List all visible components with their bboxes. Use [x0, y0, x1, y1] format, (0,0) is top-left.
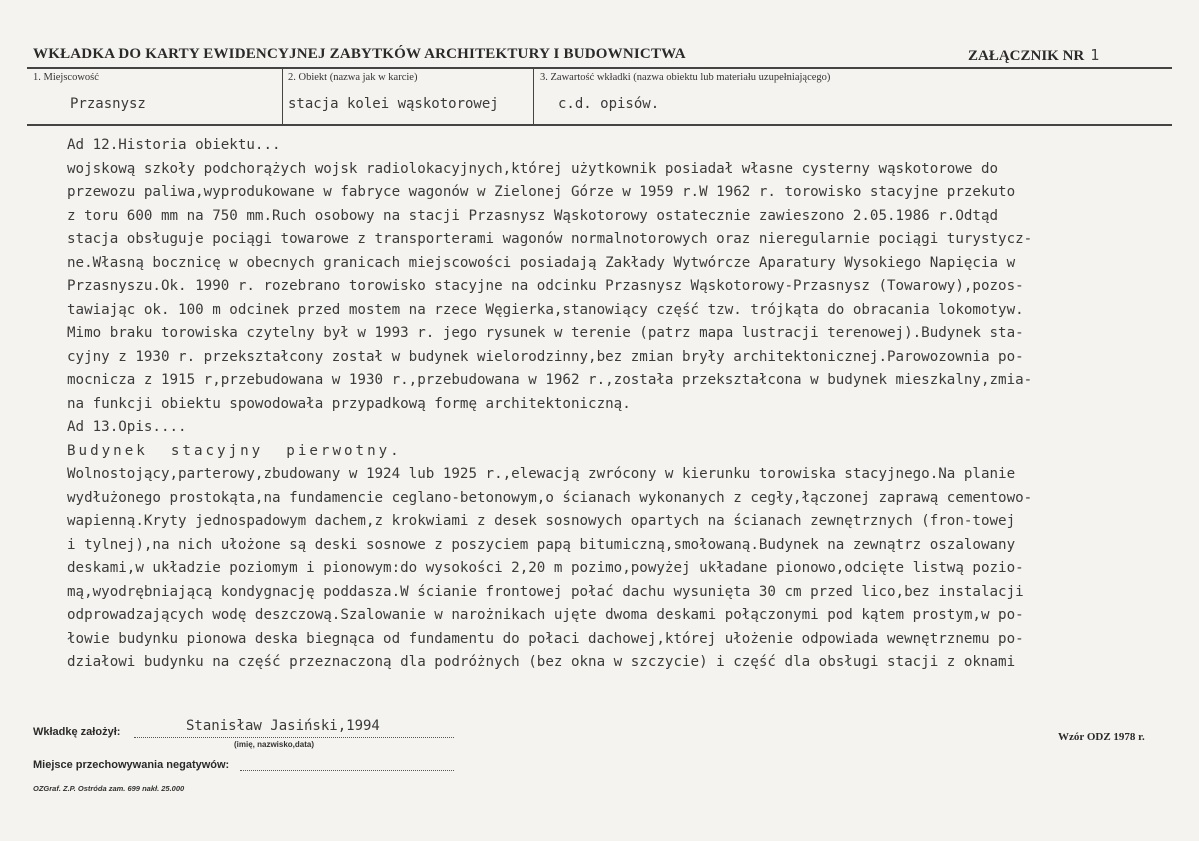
object-value: stacja kolei wąskotorowej	[288, 96, 499, 112]
text-line: tawiając ok. 100 m odcinek przed mostem na rzece Węgierka,stanowiący część tzw. trójkąta do obracania lokomotyw.	[67, 301, 1024, 318]
content-label: 3. Zawartość wkładki (nazwa obiektu lub materiału uzupełniającego)	[540, 72, 831, 83]
text-line: łowie budynku pionowa deska biegnąca od fundamentu do połaci dachowej,której ułożenie odpowiada wewnętrznemu po-	[67, 630, 1024, 647]
text-line: Mimo braku torowiska czytelny był w 1993 r. jego rysunek w terenie (patrz mapa lustracji terenowej).Budynek sta-	[67, 325, 1024, 341]
text-line: Ad 12.Historia obiektu...	[67, 137, 281, 153]
attachment-number-block	[968, 46, 1099, 65]
text-line: Wolnostojący,parterowy,zbudowany w 1924 lub 1925 r.,elewacją zwrócony w kierunku torowiska stacyjnego.Na planie	[67, 466, 1016, 482]
locality-label: 1. Miejscowość	[33, 72, 99, 83]
negative-storage-label: Miejsce przechowywania negatywów:	[33, 759, 230, 771]
typed-description	[67, 134, 1187, 675]
negative-storage-line	[240, 770, 454, 771]
content-value: c.d. opisów.	[558, 96, 660, 112]
prepared-by-value: Stanisław Jasiński,1994	[186, 718, 380, 734]
prepared-by-label: Wkładkę założył:	[33, 726, 121, 738]
text-line: Budynek stacyjny pierwotny.	[67, 442, 402, 459]
prepared-by-caption: (imię, nazwisko,data)	[234, 740, 315, 749]
locality-value: Przasnysz	[70, 96, 146, 112]
form-template-label: Wzór ODZ 1978 r.	[1058, 731, 1145, 743]
text-line: cyjny z 1930 r. przekształcony został w budynek wielorodzinny,bez zmian bryły architektonicznej.Parowozownia po-	[67, 348, 1024, 365]
text-line: mocnicza z 1915 r,przebudowana w 1930 r.,przebudowana w 1962 r.,została przekształcona w budynek mieszkalny,zmia-	[67, 372, 1033, 388]
attachment-number: 1	[1090, 46, 1100, 64]
prepared-by-line	[134, 737, 454, 738]
text-line: na funkcji obiektu spowodowała przypadkową formę architektoniczną.	[67, 395, 631, 412]
text-line: odprowadzających wodę deszczową.Szalowanie w narożnikach ujęte dwoma deskami połączonymi pod kątem prostym,w po-	[67, 607, 1024, 623]
text-line: działowi budynku na część przeznaczoną dla podróżnych (bez okna w szczycie) i część dla obsługi stacji z oknami	[67, 654, 1016, 670]
object-label: 2. Obiekt (nazwa jak w karcie)	[288, 72, 418, 83]
header-rule-top	[27, 67, 1172, 69]
printer-imprint: OZGraf. Z.P. Ostróda zam. 699 nakł. 25.000	[33, 784, 185, 793]
field-divider-2	[533, 67, 534, 125]
text-line: wapienną.Kryty jednospadowym dachem,z krokwiami z desek sosnowych opartych na ścianach zewnętrznych (fron-towej	[67, 513, 1016, 529]
text-line: deskami,w układzie poziomym i pionowym:do wysokości 2,20 m pozimo,powyżej układane pionowo,odcięte listwą pozio-	[67, 560, 1024, 576]
text-line: mą,wyodrębniającą kondygnację poddasza.W ścianie frontowej połać dachu wysunięta 30 cm przed lico,bez instalacji	[67, 583, 1024, 600]
header-rule-bottom	[27, 124, 1172, 126]
text-line: wydłużonego prostokąta,na fundamencie ceglano-betonowym,o ścianach wykonanych z cegły,łączonej zaprawą cementowo-	[67, 489, 1033, 506]
field-divider-1	[282, 67, 283, 125]
text-line: ne.Własną bocznicę w obecnych granicach miejscowości posiadają Zakłady Wytwórcze Aparatury Wysokiego Napięcia w	[67, 254, 1016, 271]
attachment-label: ZAŁĄCZNIK NR	[968, 48, 1085, 64]
text-line: i tylnej),na nich ułożone są deski sosnowe z poszyciem papą bitumiczną,smołowaną.Budynek na zewnątrz oszalowany	[67, 536, 1016, 553]
document-title: WKŁADKA DO KARTY EWIDENCYJNEJ ZABYTKÓW ARCHITEKTURY I BUDOWNICTWA	[33, 46, 686, 62]
text-line: Ad 13.Opis....	[67, 419, 187, 435]
text-line: wojskową szkoły podchorążych wojsk radiolokacyjnych,której użytkownik posiadał własne cysterny wąskotorowe do	[67, 160, 999, 177]
text-line: stacja obsługuje pociągi towarowe z transporterami wagonów normalnotorowych oraz nieregularnie pociągi turystycz-	[67, 231, 1033, 247]
text-line: przewozu paliwa,wyprodukowane w fabryce wagonów w Zielonej Górze w 1959 r.W 1962 r. torowisko stacyjne przekuto	[67, 184, 1016, 200]
text-line: z toru 600 mm na 750 mm.Ruch osobowy na stacji Przasnysz Wąskotorowy ostatecznie zawieszono 2.05.1986 r.Odtąd	[67, 207, 999, 224]
text-line: Przasnyszu.Ok. 1990 r. rozebrano torowisko stacyjne na odcinku Przasnysz Wąskotorowy-Przasnysz (Towarowy),pozos-	[67, 278, 1024, 294]
